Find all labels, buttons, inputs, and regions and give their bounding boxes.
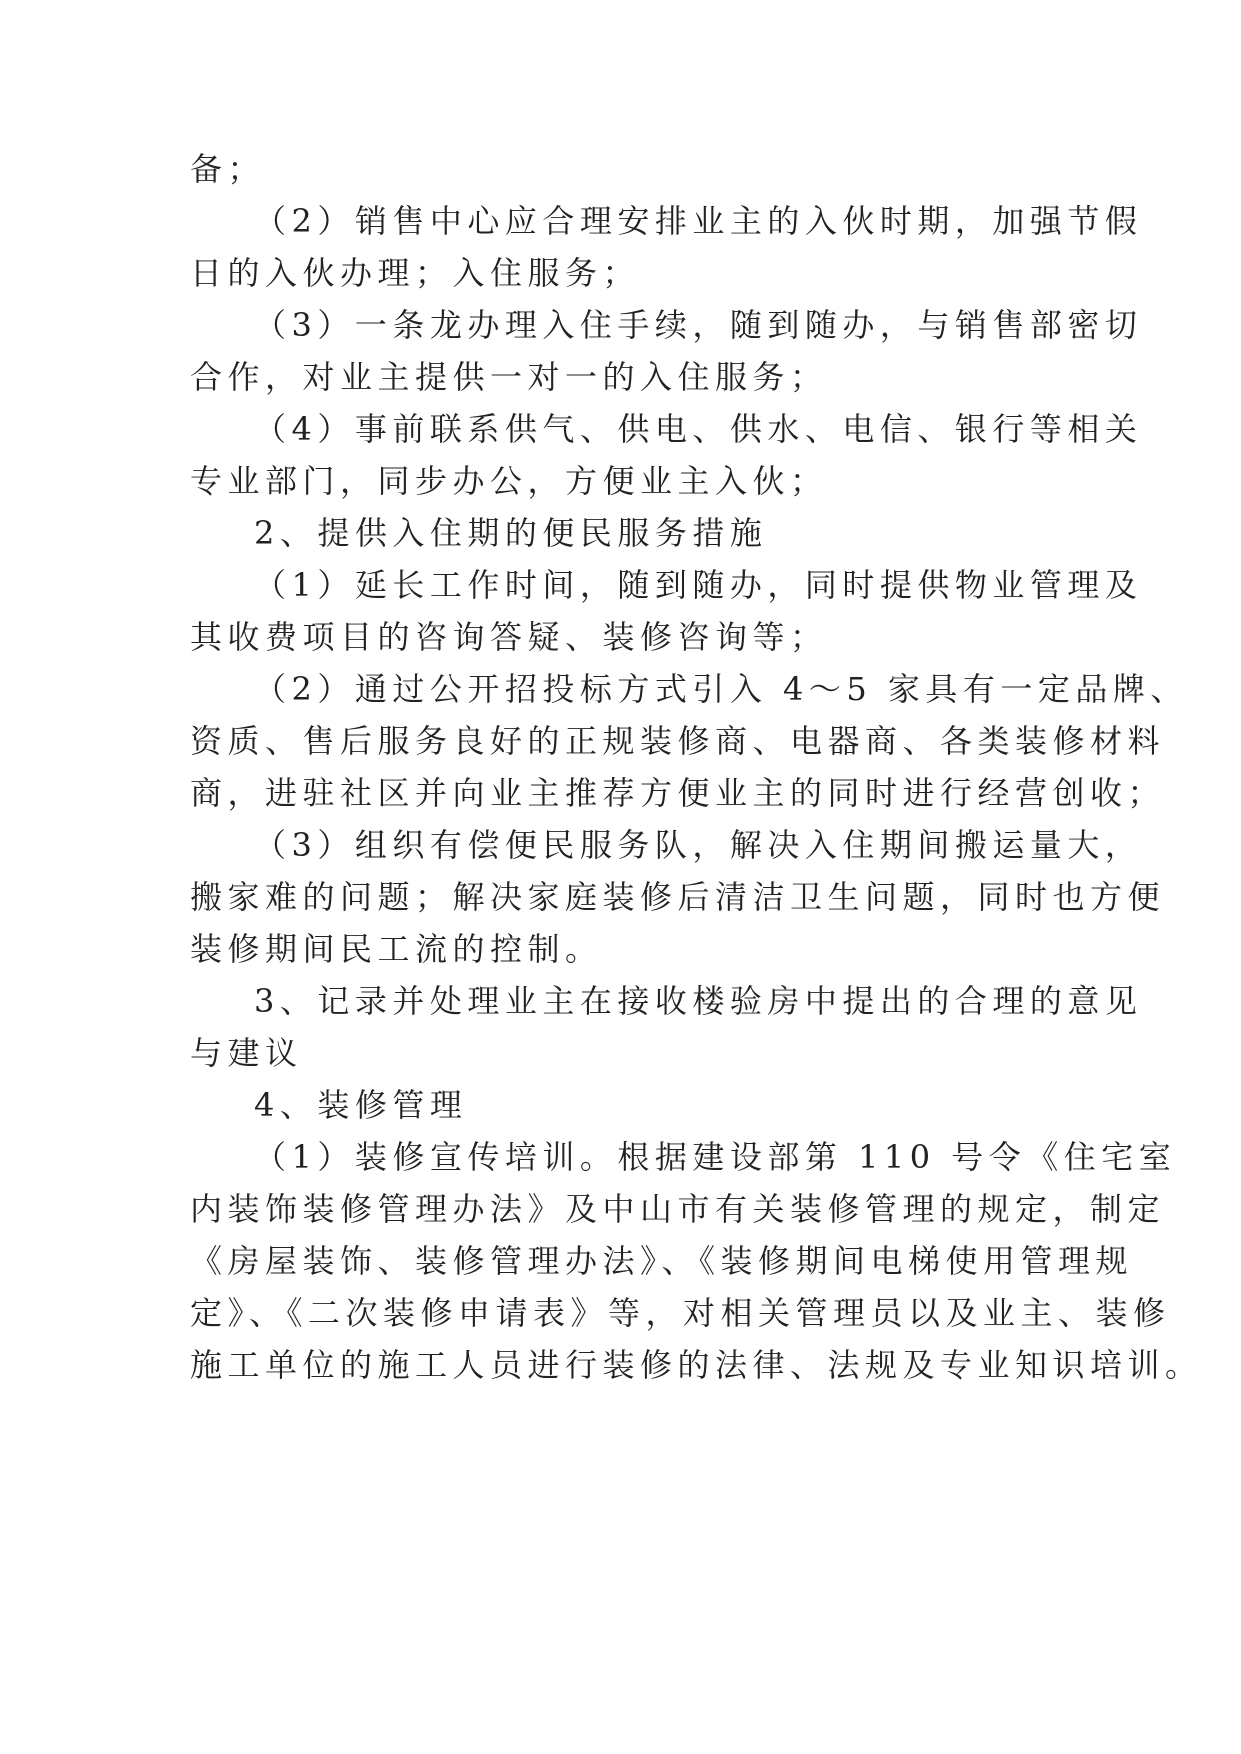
text-line: 专业部门，同步办公，方便业主入伙； bbox=[190, 462, 828, 500]
text-line: 内装饰装修管理办法》及中山市有关装修管理的规定，制定 bbox=[190, 1190, 1166, 1228]
text-line: （3）一条龙办理入住手续，随到随办，与销售部密切 bbox=[254, 306, 1143, 344]
text-line: 日的入伙办理；入住服务； bbox=[190, 254, 641, 292]
text-line: 合作，对业主提供一对一的入住服务； bbox=[190, 358, 828, 396]
text-line: （1）延长工作时间，随到随办，同时提供物业管理及 bbox=[254, 566, 1143, 604]
text-line: （4）事前联系供气、供电、供水、电信、银行等相关 bbox=[254, 410, 1143, 448]
text-line: 定》、《二次装修申请表》等，对相关管理员以及业主、装修 bbox=[190, 1294, 1171, 1332]
text-line: 4、装修管理 bbox=[254, 1086, 468, 1124]
text-line: （2）通过公开招投标方式引入 4～5 家具有一定品牌、 bbox=[254, 670, 1188, 708]
text-line: 装修期间民工流的控制。 bbox=[190, 930, 603, 968]
text-line: 其收费项目的咨询答疑、装修咨询等； bbox=[190, 618, 828, 656]
text-line: 搬家难的问题；解决家庭装修后清洁卫生问题，同时也方便 bbox=[190, 878, 1166, 916]
text-line: 《房屋装饰、装修管理办法》、《装修期间电梯使用管理规 bbox=[190, 1242, 1134, 1280]
text-line: （1）装修宣传培训。根据建设部第 110 号令《住宅室 bbox=[254, 1138, 1177, 1176]
text-line: 备； bbox=[190, 150, 266, 188]
text-line: （3）组织有偿便民服务队，解决入住期间搬运量大， bbox=[254, 826, 1143, 864]
text-line: 3、记录并处理业主在接收楼验房中提出的合理的意见 bbox=[254, 982, 1143, 1020]
text-line: 与建议 bbox=[190, 1034, 303, 1072]
text-line: 施工单位的施工人员进行装修的法律、法规及专业知识培训。 bbox=[190, 1346, 1203, 1384]
text-line: （2）销售中心应合理安排业主的入伙时期，加强节假 bbox=[254, 202, 1143, 240]
text-line: 2、提供入住期的便民服务措施 bbox=[254, 514, 768, 552]
text-line: 商，进驻社区并向业主推荐方便业主的同时进行经营创收； bbox=[190, 774, 1166, 812]
text-line: 资质、售后服务良好的正规装修商、电器商、各类装修材料 bbox=[190, 722, 1166, 760]
